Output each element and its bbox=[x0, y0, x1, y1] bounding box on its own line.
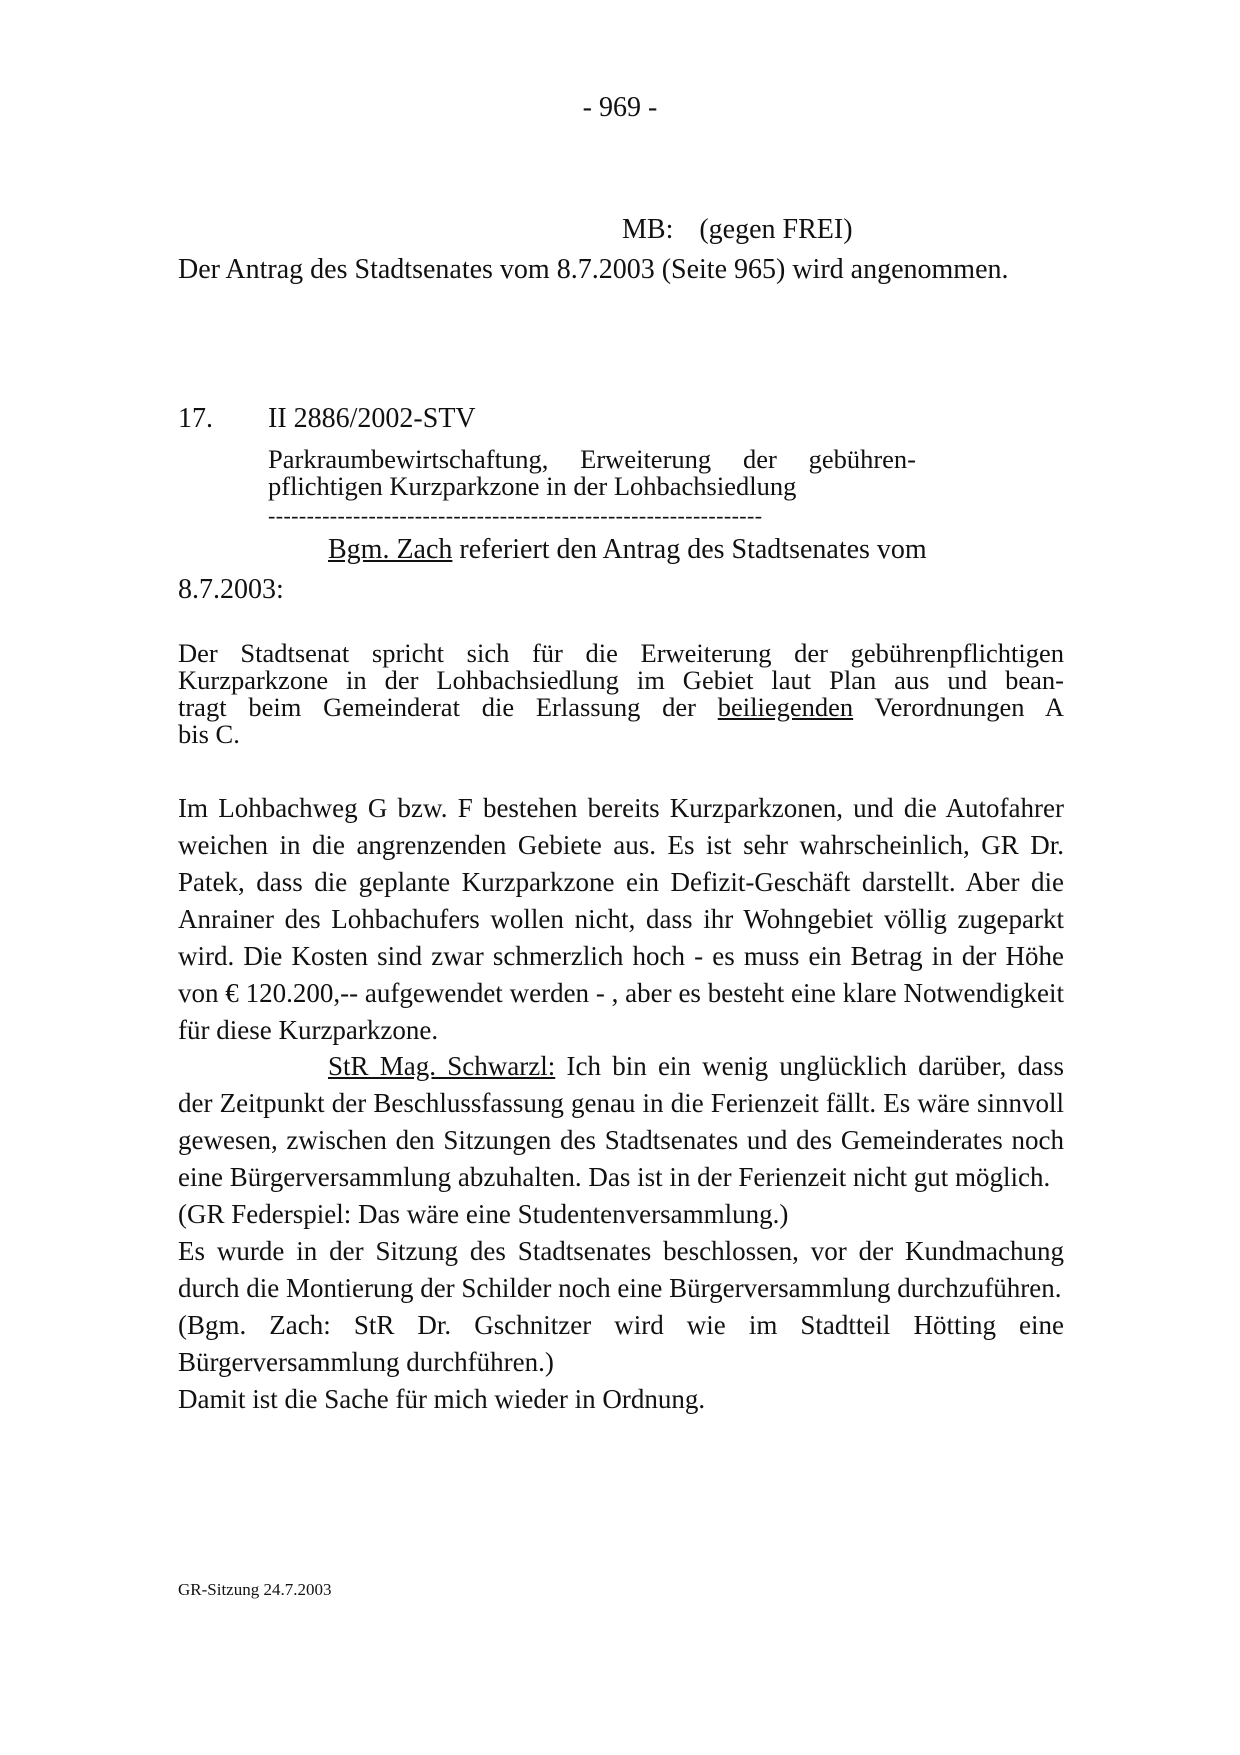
speech-text: Ich bin ein wenig unglücklich darüber, dass der Zeitpunkt der Beschlussfassung genau in die Ferienzeit fällt. Es wäre sinnvoll gewesen, zwischen den Sitzungen des Stadtsenates und des Gemeinderates noch eine Bürgerversammlung abzuhalten. Das ist in der Ferienzeit nicht gut möglich. bbox=[178, 1051, 1064, 1192]
speech-continuation: Es wurde in der Sitzung des Stadtsenates beschlossen, vor der Kundmachung durch die Montierung der Schilder noch eine Bürgerversammlung durchzuführen. bbox=[178, 1236, 1064, 1303]
item-title bbox=[268, 446, 916, 500]
item-separator: ---------------------------------------------------------------- bbox=[268, 503, 763, 528]
mb-label: MB: bbox=[622, 214, 674, 245]
interjection-2: (Bgm. Zach: StR Dr. Gschnitzer wird wie im Stadtteil Hötting eine Bürgerversammlung durchführen.) bbox=[178, 1310, 1064, 1377]
motion-line4: bis C. bbox=[178, 719, 240, 749]
interjection-1: (GR Federspiel: Das wäre eine Studentenversammlung.) bbox=[178, 1199, 789, 1229]
item-number: 17. bbox=[178, 403, 213, 434]
item-reference: II 2886/2002-STV bbox=[268, 403, 476, 434]
page-number: - 969 - bbox=[582, 92, 658, 123]
item-title-line2: pflichtigen Kurzparkzone in der Lohbachsiedlung bbox=[268, 471, 797, 501]
vote-result: Der Antrag des Stadtsenates vom 8.7.2003 (Seite 965) wird angenommen. bbox=[178, 254, 1009, 285]
speech-paragraph bbox=[178, 1048, 1064, 1196]
paragraph-1: Im Lohbachweg G bzw. F bestehen bereits Kurzparkzonen, und die Autofahrer weichen in die angrenzenden Gebiete aus. Es ist sehr wahrscheinlich, GR Dr. Patek, dass die geplante Kurzparkzone ein Defizit-Geschäft darstellt. Aber die Anrainer des Lohbachufers wollen nicht, dass ihr Wohngebiet völlig zugeparkt wird. Die Kosten sind zwar schmerzlich hoch - es muss ein Betrag in der Höhe von € 120.200,-- aufgewendet werden - , aber es besteht eine klare Notwendigkeit für diese Kurzparkzone. bbox=[178, 793, 1064, 1045]
referent-speaker: Bgm. Zach bbox=[328, 534, 453, 565]
speech-block bbox=[178, 1048, 1064, 1418]
motion-attachment: beiliegenden bbox=[717, 692, 854, 722]
referent-line bbox=[328, 534, 927, 566]
motion-text bbox=[178, 640, 1064, 748]
motion-line3-end: Verordnungen A bbox=[853, 692, 1064, 722]
motion-line2: Kurzparkzone in der Lohbachsiedlung im Gebiet laut Plan aus und bean- bbox=[178, 665, 1064, 695]
footer: GR-Sitzung 24.7.2003 bbox=[178, 1580, 332, 1599]
item-title-line1: Parkraumbewirtschaftung, Erweiterung der gebühren- bbox=[268, 444, 916, 474]
motion-line3-start: tragt beim Gemeinderat die Erlassung der bbox=[178, 692, 718, 722]
speech-speaker: StR Mag. Schwarzl: bbox=[328, 1051, 556, 1081]
referent-text: referiert den Antrag des Stadtsenates vom bbox=[452, 534, 927, 565]
vote-mb bbox=[622, 214, 853, 246]
referent-date: 8.7.2003: bbox=[178, 574, 284, 605]
speech-closing: Damit ist die Sache für mich wieder in Ordnung. bbox=[178, 1384, 706, 1414]
motion-line1: Der Stadtsenat spricht sich für die Erweiterung der gebührenpflichtigen bbox=[178, 638, 1064, 668]
mb-value: (gegen FREI) bbox=[699, 214, 853, 245]
motion-line3 bbox=[178, 694, 1064, 721]
